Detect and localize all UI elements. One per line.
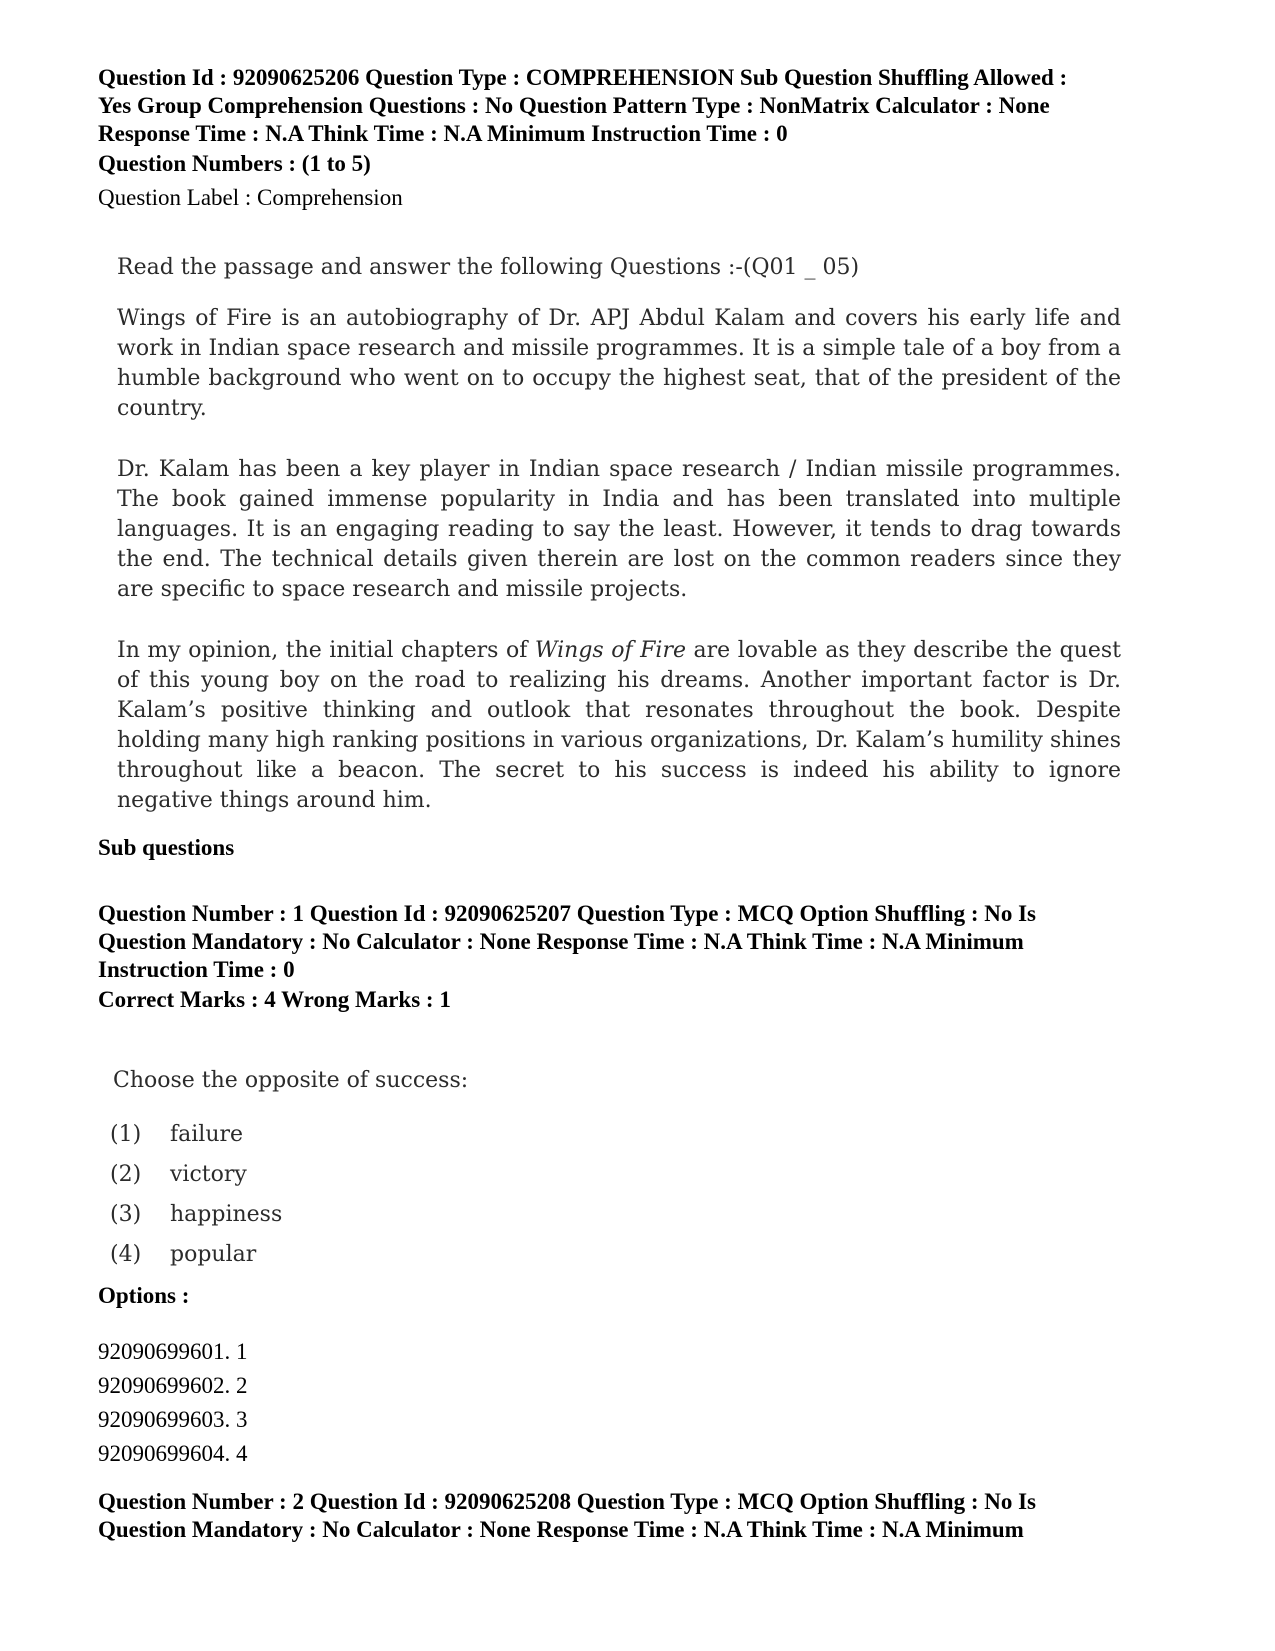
q1-choice-number: (1): [110, 1122, 142, 1147]
passage-paragraph-2: Dr. Kalam has been a key player in Indian space research / Indian missile programmes. The book gained immense popularity in India and has been translated into multiple languages. It is an engaging reading to say the least. However, it tends to drag towards the end. The technical details given therein are lost on the common readers since they are specific to space research and missile projects.: [117, 457, 1121, 602]
sub-questions-heading: Sub questions: [98, 835, 235, 860]
q1-marks: Correct Marks : 4 Wrong Marks : 1: [98, 987, 451, 1012]
q1-option-id: 92090699601. 1: [98, 1339, 248, 1364]
book-title: Wings of Fire: [534, 638, 686, 663]
passage-paragraph-1: Wings of Fire is an autobiography of Dr. APJ Abdul Kalam and covers his early life and work in Indian space research and missile programmes. It is a simple tale of a boy from a humble background who went on to occupy the highest seat, that of the president of the country.: [117, 306, 1121, 421]
q2-meta-line-1: Question Number : 2 Question Id : 92090625208 Question Type : MCQ Option Shuffling : No Is: [98, 1489, 1037, 1514]
q1-choice: [110, 1235, 282, 1275]
comprehension-meta: [98, 64, 1198, 148]
q1-meta-line-2: Question Mandatory : No Calculator : None Response Time : N.A Think Time : N.A Minimum: [98, 929, 1024, 954]
comprehension-meta-line-2: Yes Group Comprehension Questions : No Question Pattern Type : NonMatrix Calculator : None: [98, 93, 1050, 118]
comprehension-meta-line-3: Response Time : N.A Think Time : N.A Minimum Instruction Time : 0: [98, 121, 788, 146]
q1-choice-label: popular: [170, 1242, 257, 1267]
passage-paragraph-3-rest: are lovable as they describe the quest of this young boy on the road to realizing his dreams. Another important factor is Dr. Kalam’s positive thinking and outlook that resonates throughout the book. Despite holding many high ranking positions in various organizations, Dr. Kalam’s humility shines throughout like a beacon. The secret to his success is indeed his ability to ignore negative things around him.: [117, 638, 1122, 813]
q1-choice: [110, 1155, 282, 1195]
q1-choice: [110, 1115, 282, 1155]
q1-choice-number: (3): [110, 1202, 142, 1227]
q1-meta-line-1: Question Number : 1 Question Id : 92090625207 Question Type : MCQ Option Shuffling : No Is: [98, 901, 1037, 926]
q1-meta-line-3: Instruction Time : 0: [98, 957, 295, 982]
q2-meta: [98, 1488, 1198, 1544]
question-label: Question Label : Comprehension: [98, 185, 403, 210]
q1-options-heading: Options :: [98, 1283, 190, 1308]
q1-option-id-list: [98, 1335, 248, 1471]
q1-choice-list: [110, 1115, 282, 1275]
q1-choice-number: (4): [110, 1242, 142, 1267]
q1-choice-label: failure: [170, 1122, 244, 1147]
q1-choice-label: victory: [170, 1162, 247, 1187]
passage-intro: Read the passage and answer the following Questions :-(Q01 _ 05): [117, 255, 860, 280]
q1-meta: [98, 900, 1198, 984]
q1-question-text: Choose the opposite of success:: [113, 1068, 469, 1093]
passage-paragraph-3-start: In my opinion, the initial chapters of: [117, 638, 535, 663]
q1-choice-label: happiness: [170, 1202, 283, 1227]
question-numbers: Question Numbers : (1 to 5): [98, 151, 371, 176]
q1-option-id: 92090699604. 4: [98, 1441, 248, 1466]
q1-choice-number: (2): [110, 1162, 142, 1187]
q1-option-id: 92090699602. 2: [98, 1373, 248, 1398]
q1-option-id: 92090699603. 3: [98, 1407, 248, 1432]
comprehension-meta-line-1: Question Id : 92090625206 Question Type : COMPREHENSION Sub Question Shuffling Allowed :: [98, 65, 1068, 90]
passage-paragraph-3: [117, 636, 1121, 816]
q1-choice: [110, 1195, 282, 1235]
q2-meta-line-2: Question Mandatory : No Calculator : None Response Time : N.A Think Time : N.A Minimum: [98, 1517, 1024, 1542]
